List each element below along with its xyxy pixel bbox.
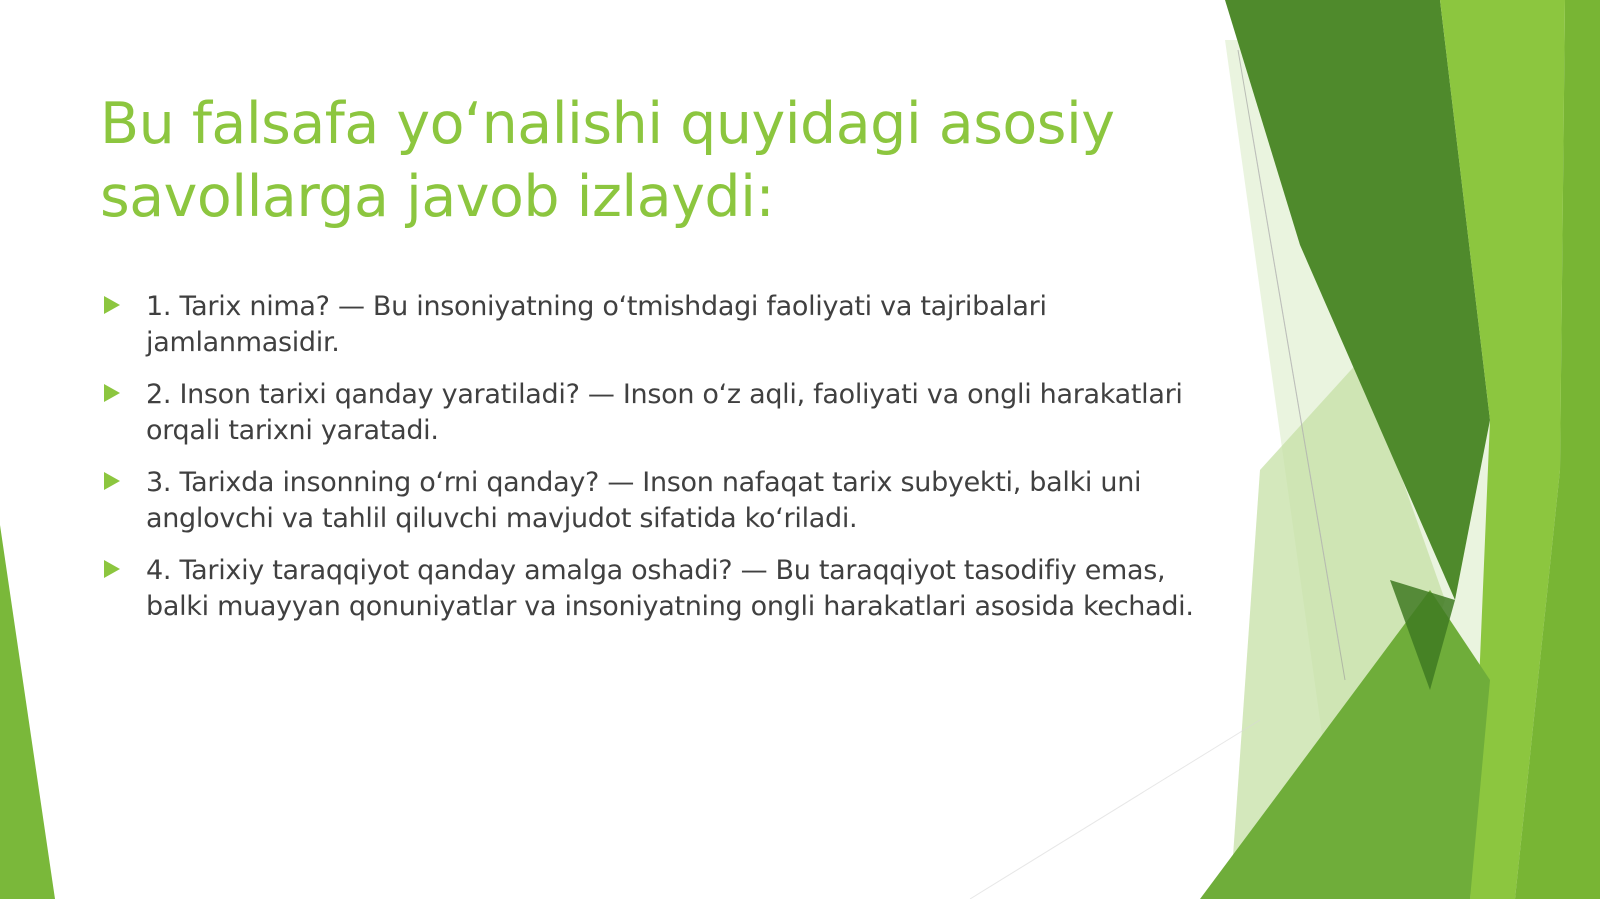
triangle-bullet-icon — [104, 472, 120, 490]
bullet-text: 2. Inson tarixi qanday yaratiladi? — Inson o‘z aqli, faoliyati va ongli harakatlari orqali tarixni yaratadi. — [146, 379, 1183, 446]
bullet-text: 3. Tarixda insonning o‘rni qanday? — Inson nafaqat tarix subyekti, balki uni anglovchi va tahlil qiluvchi mavjudot sifatida ko‘riladi. — [146, 467, 1142, 534]
bullet-text: 1. Tarix nima? — Bu insoniyatning o‘tmishdagi faoliyati va tajribalari jamlanmasidir. — [146, 291, 1047, 358]
bullet-item-1 — [100, 289, 1220, 361]
bullet-item-3 — [100, 465, 1220, 537]
triangle-bullet-icon — [104, 296, 120, 314]
bullet-list — [100, 289, 1220, 641]
left-green-shape — [0, 525, 55, 899]
triangle-bullet-icon — [104, 384, 120, 402]
slide-title: Bu falsafa yo‘nalishi quyidagi asosiy savollarga javob izlaydi: — [100, 91, 1115, 230]
bullet-item-2 — [100, 377, 1220, 449]
triangle-bullet-icon — [104, 560, 120, 578]
bullet-text: 4. Tarixiy taraqqiyot qanday amalga oshadi? — Bu taraqqiyot tasodifiy emas, balki muayyan qonuniyatlar va insoniyatning ongli harakatlari asosida kechadi. — [146, 555, 1194, 622]
bullet-item-4 — [100, 553, 1220, 625]
thin-guide-line-3 — [970, 720, 1260, 899]
